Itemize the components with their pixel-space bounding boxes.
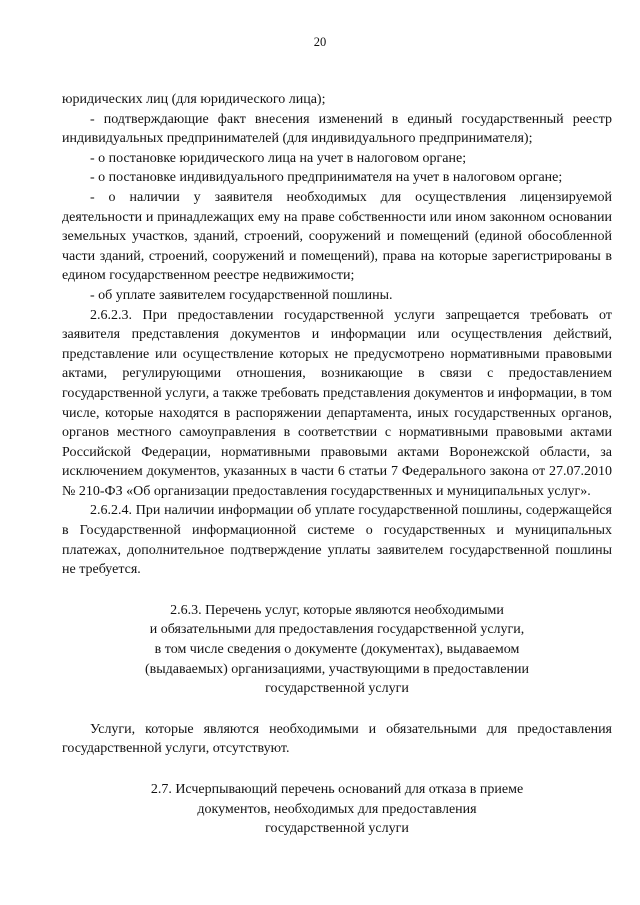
heading-line: документов, необходимых для предоставления: [197, 801, 477, 817]
list-item-register-changes: - подтверждающие факт внесения изменений в единый государственный реестр индивидуальных предпринимателей (для индивидуального предпринимателя);: [62, 111, 612, 147]
document-body: [62, 90, 612, 839]
list-item-legal-entity-tax-registration: - о постановке юридического лица на учет в налоговом органе;: [90, 150, 467, 166]
heading-line: государственной услуги: [265, 821, 409, 837]
heading-line: и обязательными для предоставления государственной услуги,: [149, 622, 525, 638]
paragraph-no-required-services: Услуги, которые являются необходимыми и обязательными для предоставления государственной услуги, отсутствуют.: [62, 721, 612, 757]
section-heading-2-6-3: [62, 601, 612, 699]
heading-line: (выдаваемых) организациями, участвующими в предоставлении: [145, 661, 529, 677]
page-number: 20: [313, 35, 327, 49]
list-item-property-rights: - о наличии у заявителя необходимых для осуществления лицензируемой деятельности и принадлежащих ему на праве собственности или ином законном основании земельных участков, зданий, строений, сооружений и помещений (единой обособленной части зданий, строений, сооружений и помещений), права на которые зарегистрированы в едином государственном реестре недвижимости;: [62, 189, 612, 284]
heading-line: в том числе сведения о документе (документах), выдаваемом: [154, 642, 520, 658]
paragraph-2-6-2-3: 2.6.2.3. При предоставлении государственной услуги запрещается требовать от заявителя представления документов и информации или осуществления действий, представление или осуществление которых не предусмотрено нормативными правовыми актами, регулирующими отношения, возникающие в связи с предоставлением государственной услуги, а также требовать представления документов и информации, в том числе, которые находятся в распоряжении департамента, иных государственных органов, органов местного самоуправления в соответствии с нормативными правовыми актами Российской Федерации, нормативными правовыми актами Воронежской области, за исключением документов, указанных в части 6 статьи 7 Федерального закона от 27.07.2010 № 210-ФЗ «Об организации предоставления государственных и муниципальных услуг».: [62, 307, 612, 499]
paragraph-2-6-2-4: 2.6.2.4. При наличии информации об уплате государственной пошлины, содержащейся в Государственной информационной системе о государственных и муниципальных платежах, дополнительное подтверждение уплаты заявителем государственной пошлины не требуется.: [62, 503, 612, 578]
list-item-entrepreneur-tax-registration: - о постановке индивидуального предпринимателя на учет в налоговом органе;: [90, 170, 563, 186]
paragraph-legal-entity-continuation: юридических лиц (для юридического лица);: [62, 92, 326, 107]
heading-line: 2.7. Исчерпывающий перечень оснований для отказа в приеме: [150, 782, 524, 797]
section-heading-2-7: [62, 780, 612, 839]
heading-line: государственной услуги: [265, 681, 409, 697]
heading-line: 2.6.3. Перечень услуг, которые являются необходимыми: [170, 602, 504, 618]
list-item-state-duty-payment: - об уплате заявителем государственной пошлины.: [90, 287, 393, 303]
